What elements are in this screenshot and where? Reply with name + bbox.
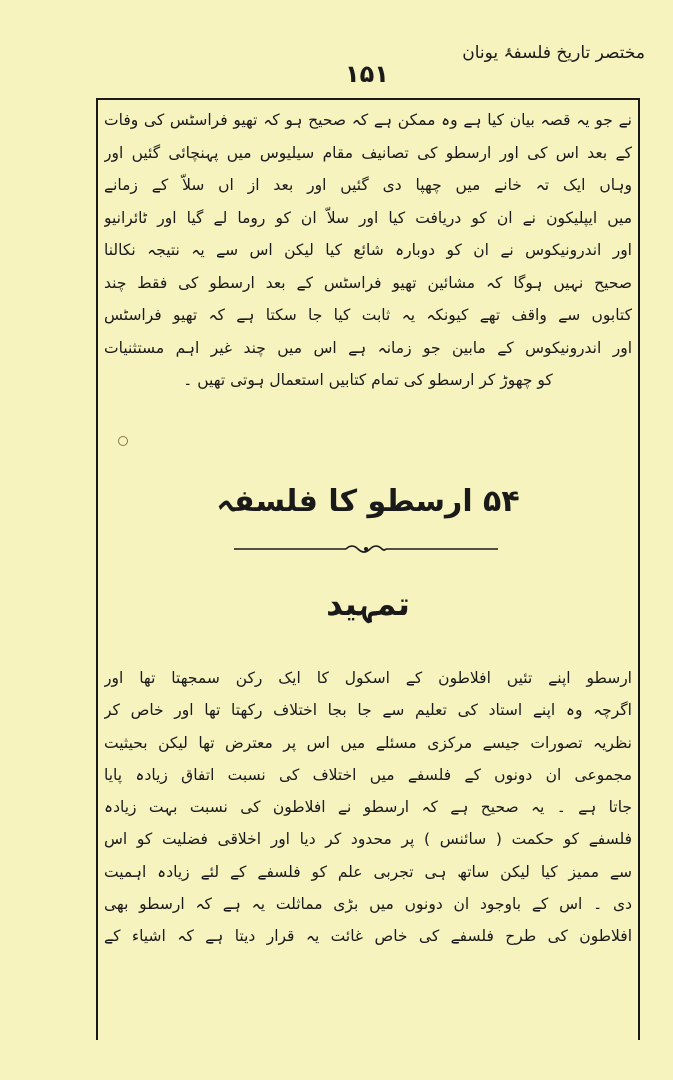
text-line: اور اندرونیکوس کے مابین جو زمانہ ہے اس میں چند غیر اہم مستثنیات [104,338,632,357]
text-line: سے ممیز کیا لیکن ساتھ ہی تجربی علم کو فلسفے کے لئے زیادہ اہمیت [104,862,632,881]
text-line: ارسطو اپنے تئیں افلاطون کے اسکول کا ایک رکن سمجھتا تھا اور [104,669,632,687]
text-line: جاتا ہے ۔ یہ صحیح ہے کہ ارسطو نے افلاطون کی نسبت بہت زیادہ [104,798,632,817]
text-line: میں ایپلیکون نے ان کو دریافت کیا اور سلاّ ان کو روما لے گیا اور ٹائرانیو [104,208,632,227]
section-heading: ۵۴ ارسطو کا فلسفہ [216,484,520,519]
text-line: فلسفے کو حکمت ( سائنس ) پر محدود کر دیا اور اخلاقی فضلیت کو اس [104,830,632,849]
paragraph-1 [104,104,632,397]
text-line: صحیح نہیں ہوگا کہ مشائین تھیو فراسٹس کے بعد ارسطو کی فقط چند [104,273,632,292]
text-line: وہاں ایک تہ خانے میں چھپا دی گئیں اور بعد از اں سلاّ کے زمانے [104,176,632,194]
paper-speck [118,436,128,446]
text-line: اگرچہ وہ اپنے استاد کی تعلیم سے جا بجا اختلاف رکھتا تھا اور خاص کر [104,701,632,720]
page-number: ۱۵۱ [345,60,389,88]
sub-heading: تمہید [326,585,410,623]
text-line: نظریہ تصورات جیسے مرکزی مسئلے میں اس پر معترض تھا لیکن بحیثیت [104,733,632,752]
frame-left-border [96,98,98,1040]
text-line: افلاطون کی طرح فلسفے کی خاص غائت یہ قرار دیتا ہے کہ اشیاء کے [104,927,632,946]
running-header-title: مختصر تاریخ فلسفۂ یونان [462,43,645,63]
top-rule [96,98,640,100]
text-line: کتابوں سے واقف تھے کیونکہ یہ ثابت کیا جا سکتا ہے کہ تھیو فراسٹس [104,306,632,324]
text-line: اور اندرونیکوس نے ان کو دوبارہ شائع کیا لیکن اس سے یہ نتیجہ نکالنا [104,241,632,259]
text-line: مجموعی ان دونوں کے فلسفے میں اختلاف کی نسبت اتفاق زیادہ پایا [104,765,632,784]
text-line: کے بعد اس کی اور ارسطو کی تصانیف مقام سیلیوس میں پہنچائی گئیں اور [104,143,632,162]
frame-right-border [638,98,640,1040]
text-line: کو چھوڑ کر ارسطو کی تمام کتابیں استعمال ہوتی تھیں ۔ [183,371,553,389]
ornamental-divider [234,543,498,555]
paragraph-2 [104,662,632,953]
text-line: نے جو یہ قصہ بیان کیا ہے وہ ممکن ہے کہ صحیح ہو کہ تھیو فراسٹس کی وفات [104,111,632,129]
text-line: دی ۔ اس کے باوجود ان دونوں میں بڑی مماثلت یہ ہے کہ ارسطو بھی [104,895,632,914]
